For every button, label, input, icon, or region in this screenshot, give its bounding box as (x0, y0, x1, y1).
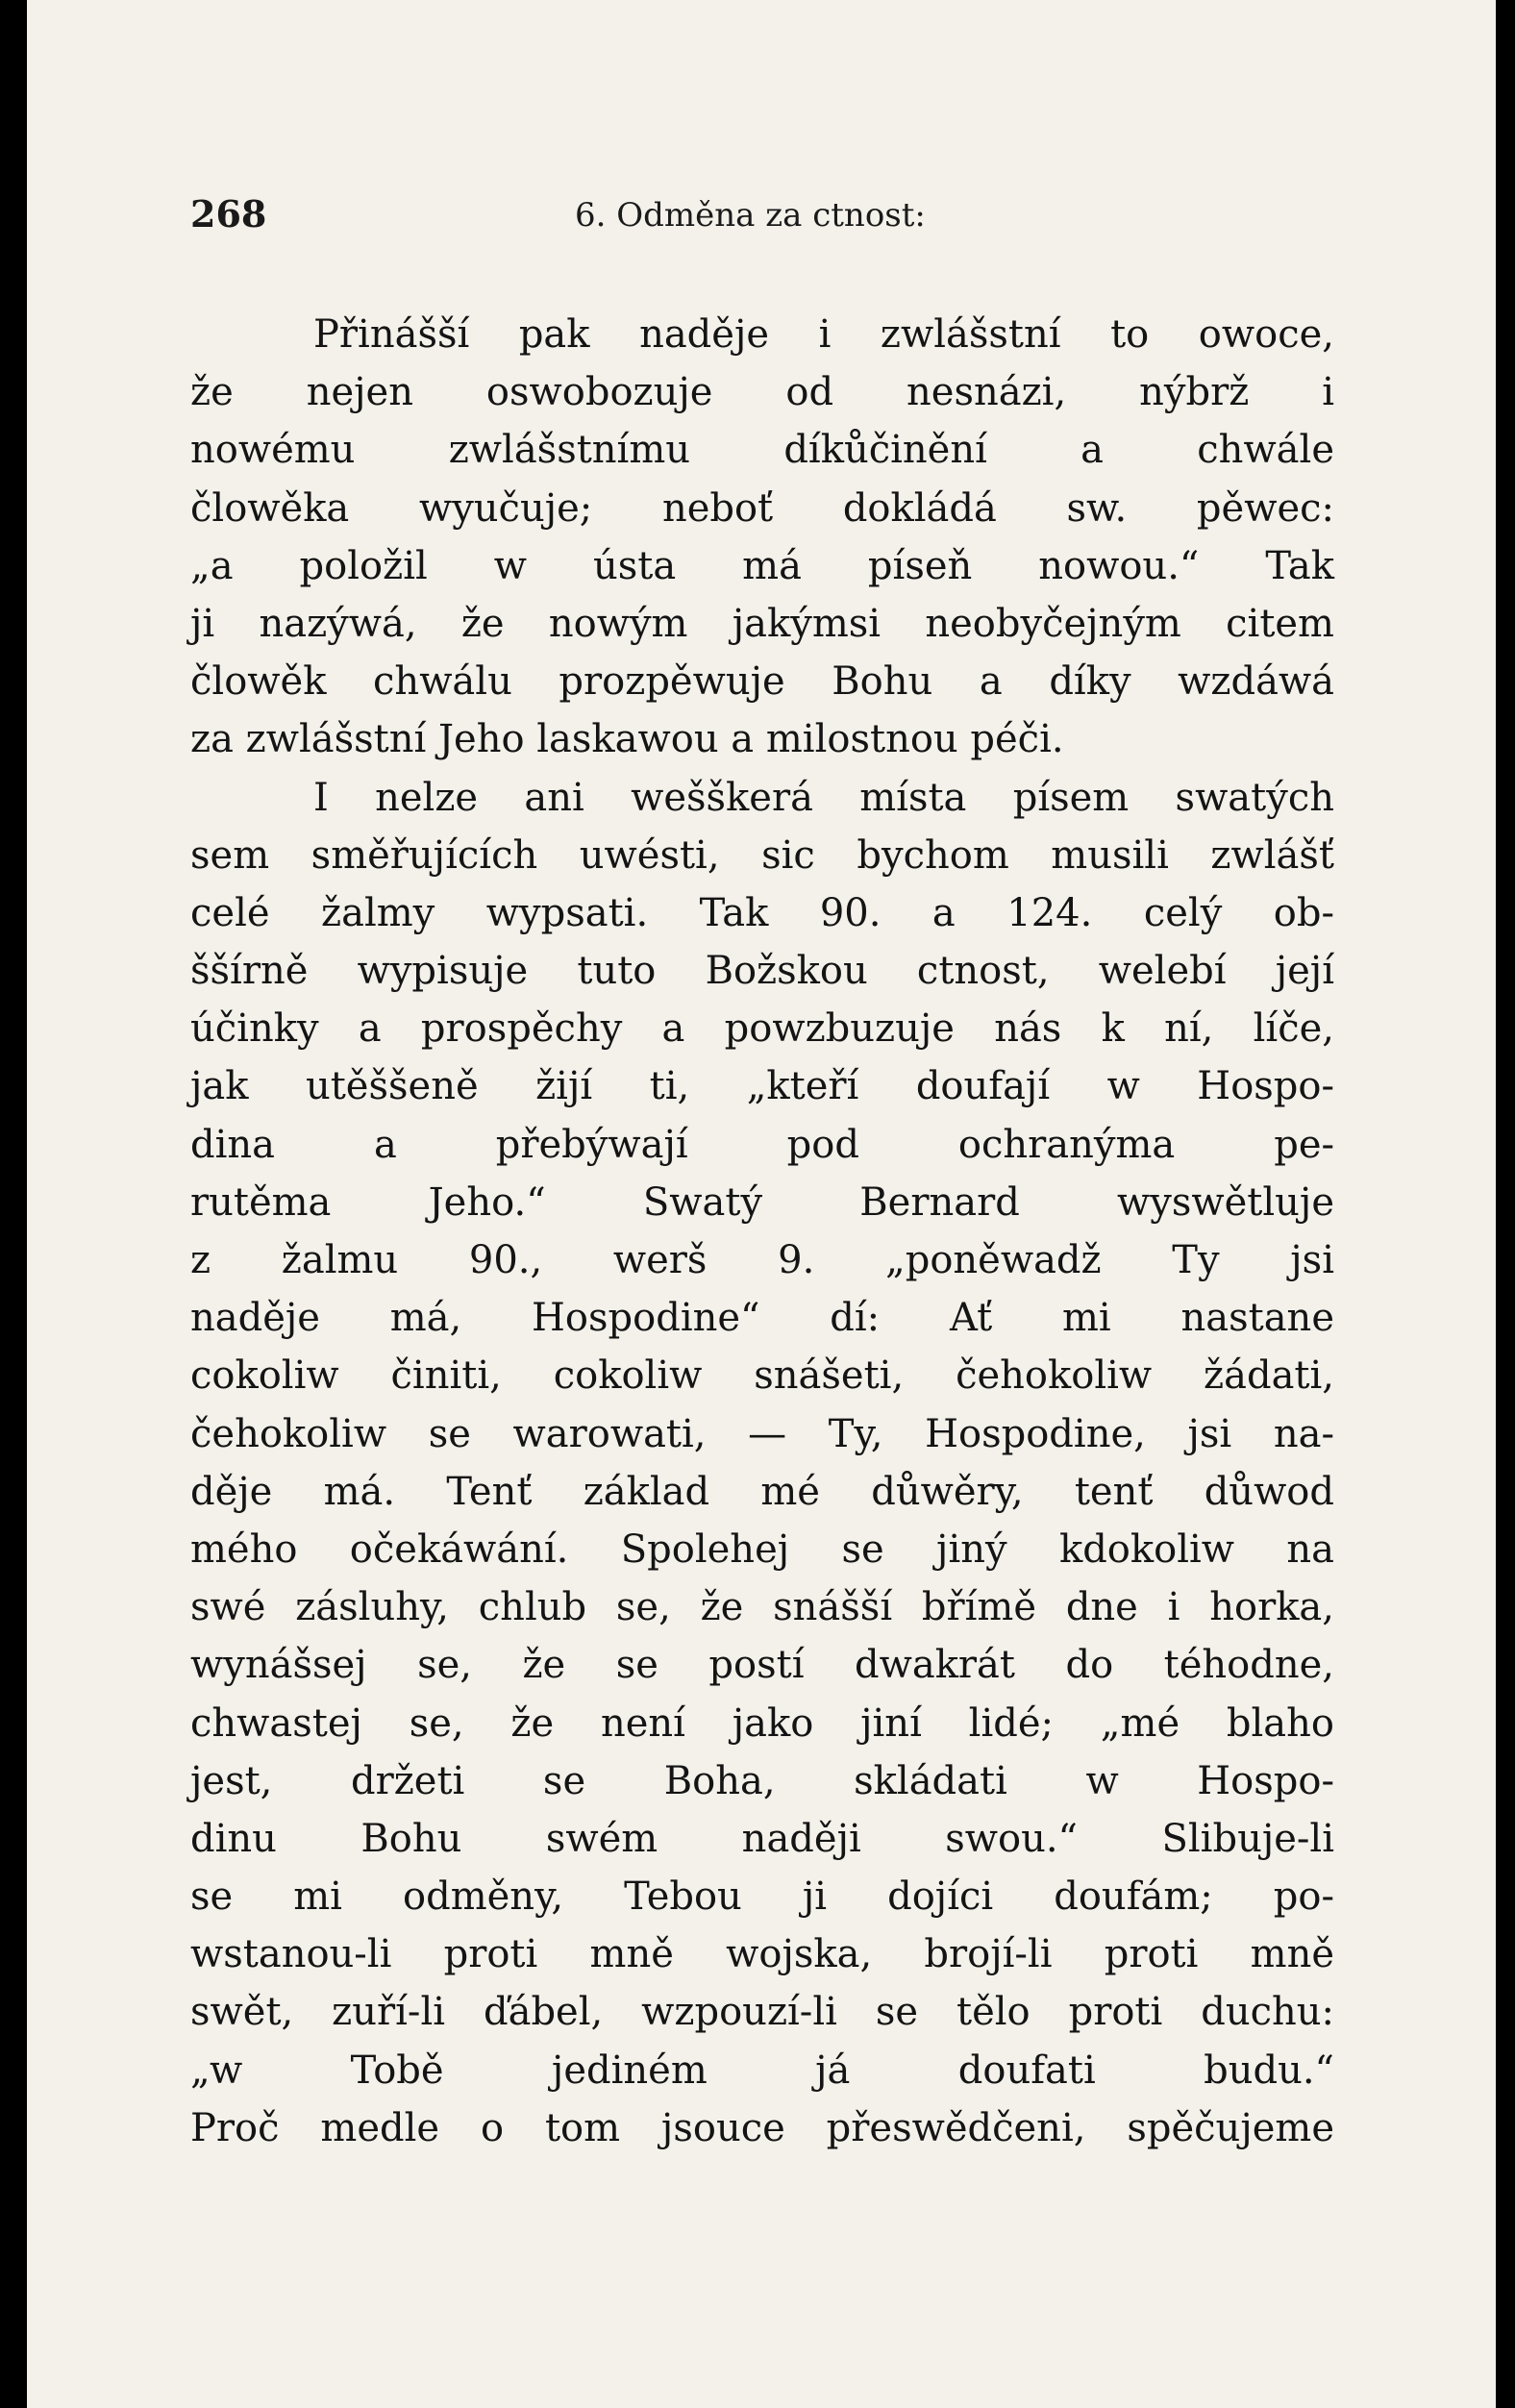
text-line: wynášsej se, že se postí dwakrát do téhodne, (190, 1643, 1334, 1688)
text-line: člowěka wyučuje; neboť dokládá sw. pěwec: (190, 485, 1334, 531)
text-line: ššírně wypisuje tuto Božskou ctnost, welebí její (190, 949, 1334, 994)
text-line: jak utěššeně žijí ti, „kteří doufají w Hospo- (190, 1064, 1334, 1109)
text-line: děje má. Tenť základ mé důwěry, tenť důwod (190, 1469, 1334, 1514)
page-number: 268 (190, 192, 267, 236)
text-line: Přinášší pak naděje i zwlášstní to owoce, (313, 312, 1334, 357)
text-line: cokoliw činiti, cokoliw snášeti, čehokoliw žádati, (190, 1353, 1334, 1399)
text-line: za zwlášstní Jeho laskawou a milostnou péči. (190, 717, 1064, 762)
running-head: 6. Odměna za ctnost: (575, 196, 926, 235)
text-line: rutěma Jeho.“ Swatý Bernard wyswětluje (190, 1179, 1334, 1225)
page-header (190, 192, 1344, 250)
text-line: wstanou-li proti mně wojska, brojí-li proti mně (190, 1932, 1334, 1977)
text-line: „w Tobě jediném já doufati budu.“ (190, 2048, 1334, 2093)
text-line: I nelze ani wešškerá místa písem swatých (313, 775, 1334, 820)
text-line: swé zásluhy, chlub se, že snášší břímě dne i horka, (190, 1585, 1334, 1630)
text-line: celé žalmy wypsati. Tak 90. a 124. celý ob- (190, 890, 1334, 935)
text-line: Proč medle o tom jsouce přeswědčeni, spěčujeme (190, 2105, 1334, 2150)
text-line: se mi odměny, Tebou ji dojíci doufám; po- (190, 1874, 1334, 1920)
text-line: sem směřujících uwésti, sic bychom musili zwlášť (190, 832, 1334, 878)
text-line: dinu Bohu swém naději swou.“ Slibuje-li (190, 1816, 1334, 1861)
text-line: účinky a prospěchy a powzbuzuje nás k ní, líče, (190, 1006, 1334, 1052)
text-line: čehokoliw se warowati, — Ty, Hospodine, jsi na- (190, 1411, 1334, 1456)
text-line: swět, zuří-li ďábel, wzpouzí-li se tělo proti duchu: (190, 1990, 1334, 2035)
text-line: mého očekáwání. Spolehej se jiný kdokoliw na (190, 1527, 1334, 1572)
text-line: z žalmu 90., werš 9. „poněwadž Ty jsi (190, 1238, 1334, 1282)
text-line: dina a přebýwají pod ochranýma pe- (190, 1122, 1334, 1167)
text-line: naděje má, Hospodine“ dí: Ať mi nastane (190, 1296, 1334, 1341)
text-line: že nejen oswobozuje od nesnázi, nýbrž i (190, 370, 1334, 415)
text-line: „a položil w ústa má píseň nowou.“ Tak (190, 543, 1334, 588)
text-line: nowému zwlášstnímu díkůčinění a chwále (190, 428, 1334, 473)
text-line: chwastej se, že není jako jiní lidé; „mé blaho (190, 1700, 1334, 1746)
text-line: jest, držeti se Boha, skládati w Hospo- (190, 1758, 1334, 1803)
body-text (190, 306, 1334, 2157)
text-line: člowěk chwálu prozpěwuje Bohu a díky wzdáwá (190, 659, 1334, 705)
text-line: ji nazýwá, že nowým jakýmsi neobyčejným citem (190, 601, 1334, 646)
